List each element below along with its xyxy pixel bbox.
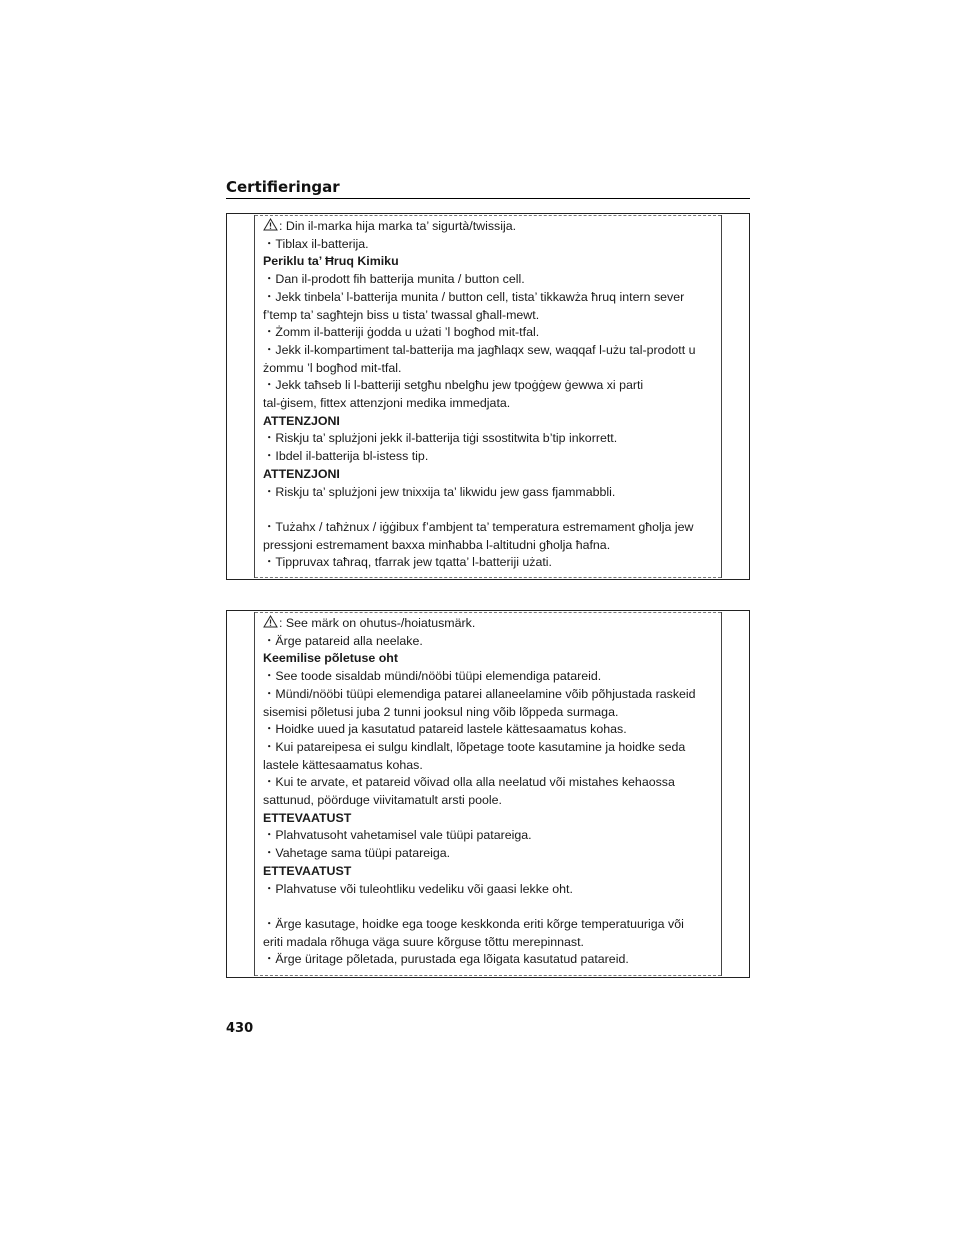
caution-heading: ETTEVAATUST xyxy=(263,863,352,878)
warning-line: żommu ’l bogħod mit-tfal. xyxy=(263,360,402,375)
warning-line: ・Dan il-prodott fih batterija munita / button cell. xyxy=(263,272,525,287)
warning-line: ・See toode sisaldab mündi/nööbi tüüpi elemendiga patareid. xyxy=(263,669,602,684)
title-divider xyxy=(226,198,750,199)
warning-line: ・Hoidke uued ja kasutatud patareid lastele kättesaamatus kohas. xyxy=(263,722,627,737)
warning-line: ・Plahvatuse või tuleohtliku vedeliku või gaasi lekke oht. xyxy=(263,881,573,896)
warning-line: ・Jekk taħseb li l-batteriji setgħu nbelgħu jew tpoġġew ġewwa xi parti xyxy=(263,378,644,393)
caution-heading: ETTEVAATUST xyxy=(263,810,352,825)
section-title: Certifieringar xyxy=(226,178,340,196)
caution-heading: ATTENZJONI xyxy=(263,413,340,428)
battery-warning-box-estonian xyxy=(226,610,750,978)
warning-line: ・Jekk tinbela’ l-batterija munita / button cell, tista’ tikkawża ħruq intern sever xyxy=(263,289,685,304)
warning-line: ・Mündi/nööbi tüüpi elemendiga patarei allaneelamine võib põhjustada raskeid xyxy=(263,686,696,701)
warning-line: ・Żomm il-batteriji ġodda u użati ’l bogħod mit-tfal. xyxy=(263,325,540,340)
warning-line: ・Kui te arvate, et patareid võivad olla alla neelatud või mistahes kehaossa xyxy=(263,775,675,790)
warning-line: ・Ibdel il-batterija bl-istess tip. xyxy=(263,449,429,464)
warning-text-area xyxy=(254,612,722,976)
warning-line: ・Tippruvax taħraq, tfarrak jew tqatta’ l-batteriji użati. xyxy=(263,555,553,570)
warning-symbol-text: : Din il-marka hija marka ta’ sigurtà/twissija. xyxy=(279,219,517,233)
caution-heading: ATTENZJONI xyxy=(263,466,340,481)
warning-symbol-text: : See märk on ohutus-/hoiatusmärk. xyxy=(279,616,476,630)
warning-line: ・Ärge üritage põletada, purustada ega lõigata kasutatud patareid. xyxy=(263,952,629,967)
warning-line: f’temp ta’ sagħtejn biss u tista’ twassal għall-mewt. xyxy=(263,307,540,322)
page-number: 430 xyxy=(226,1021,254,1036)
warning-line: eriti madala rõhuga väga suure kõrguse tõttu merepinnast. xyxy=(263,934,584,949)
warning-line: ・Ärge patareid alla neelake. xyxy=(263,633,423,648)
battery-warning-box-maltese xyxy=(226,213,750,580)
warning-line: tal-ġisem, fittex attenzjoni medika immedjata. xyxy=(263,396,511,411)
warning-symbol-line xyxy=(263,218,713,236)
warning-line: ・Plahvatusoht vahetamisel vale tüüpi patareiga. xyxy=(263,828,532,843)
warning-triangle-icon xyxy=(263,218,278,231)
warning-symbol-line xyxy=(263,615,713,633)
warning-line: ・Jekk il-kompartiment tal-batterija ma jagħlaqx sew, waqqaf l-użu tal-prodott u xyxy=(263,342,696,357)
warning-line: ・Tiblax il-batterija. xyxy=(263,236,369,251)
warning-line: ・Vahetage sama tüüpi patareiga. xyxy=(263,846,451,861)
warning-text-area xyxy=(254,215,722,578)
warning-line: ・Riskju ta’ splużjoni jekk il-batterija tiġi ssostitwita b’tip inkorrett. xyxy=(263,431,618,446)
warning-line: ・Kui patareipesa ei sulgu kindlalt, lõpetage toote kasutamine ja hoidke seda xyxy=(263,739,686,754)
warning-heading: Periklu ta’ Ħruq Kimiku xyxy=(263,254,399,269)
warning-line: ・Riskju ta’ splużjoni jew tnixxija ta’ likwidu jew gass fjammabbli. xyxy=(263,484,616,499)
warning-line: sattunud, pöörduge viivitamatult arsti poole. xyxy=(263,793,503,808)
warning-heading: Keemilise põletuse oht xyxy=(263,651,398,666)
warning-triangle-icon xyxy=(263,615,278,628)
warning-line: lastele kättesaamatus kohas. xyxy=(263,757,423,772)
warning-line: sisemisi põletusi juba 2 tunni jooksul ning võib lõppeda surmaga. xyxy=(263,704,619,719)
warning-line: pressjoni estremament baxxa minħabba l-altitudni għolja ħafna. xyxy=(263,537,611,552)
warning-line: ・Tużahx / taħżnux / iġġibux f’ambjent ta’ temperatura estremament għolja jew xyxy=(263,519,694,534)
warning-line: ・Ärge kasutage, hoidke ega tooge keskkonda eriti kõrge temperatuuriga või xyxy=(263,916,684,931)
